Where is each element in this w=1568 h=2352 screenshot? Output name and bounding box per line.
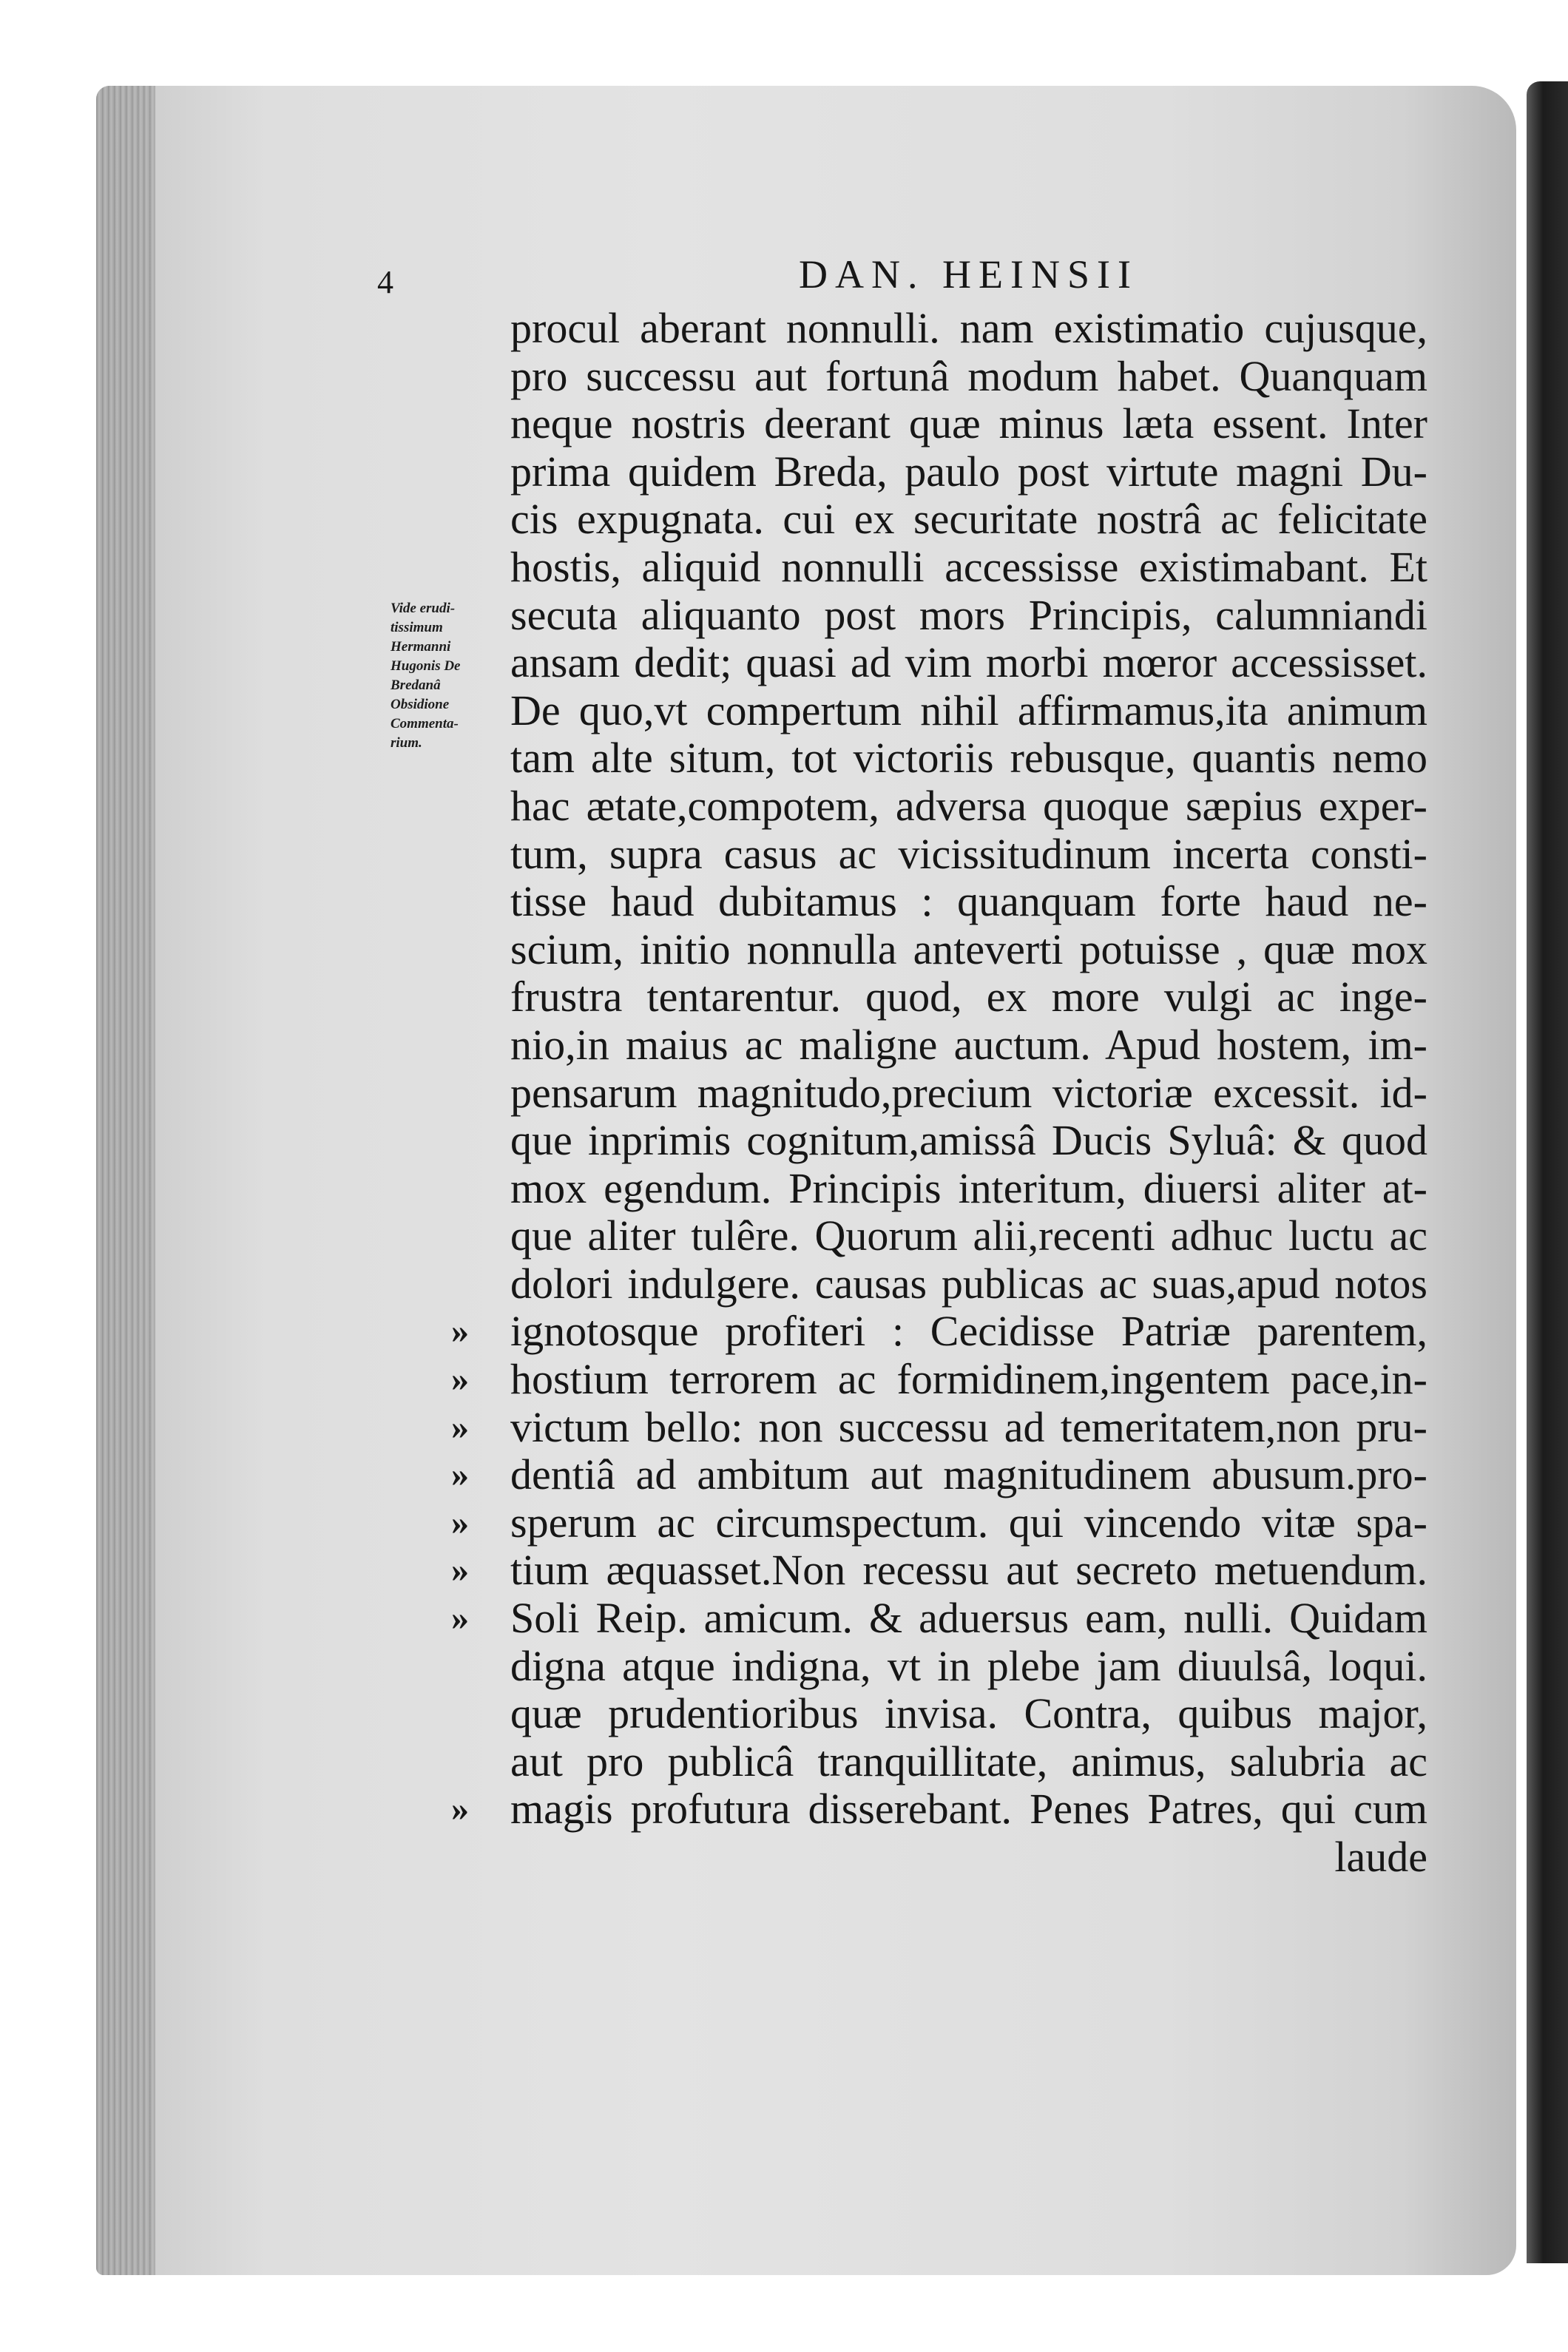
- text-line-content: pensarum magnitudo,precium victoriæ excessit. id-: [510, 1068, 1427, 1117]
- text-line: [510, 1690, 1427, 1738]
- text-line: [510, 973, 1427, 1021]
- text-line: [451, 1546, 1427, 1595]
- text-line: [451, 1594, 1427, 1643]
- text-line: [510, 400, 1427, 448]
- text-line-content: tium æquasset.Non recessu aut secreto metuendum.: [510, 1546, 1427, 1595]
- text-line: [510, 1021, 1427, 1069]
- text-line: [510, 734, 1427, 783]
- quotation-mark: »: [451, 1311, 469, 1351]
- text-line: [451, 1450, 1427, 1499]
- quotation-mark: »: [451, 1550, 469, 1590]
- text-line-content: De quo,vt compertum nihil affirmamus,ita animum: [510, 686, 1427, 734]
- text-line: [510, 305, 1427, 353]
- text-line: [510, 639, 1427, 687]
- text-line: [510, 544, 1427, 592]
- catchword: laude: [1334, 1833, 1427, 1881]
- text-line: [510, 1117, 1427, 1165]
- text-line-content: tum, supra casus ac vicissitudinum incerta consti-: [510, 829, 1427, 878]
- marginal-note-line: Obsidione: [391, 697, 450, 712]
- adjacent-page-edge: [1527, 81, 1568, 2263]
- text-line: [510, 1165, 1427, 1213]
- text-line-content: que aliter tulêre. Quorum alii,recenti adhuc luctu ac: [510, 1212, 1427, 1260]
- quotation-mark: »: [451, 1789, 469, 1829]
- text-line: [451, 1307, 1427, 1356]
- quotation-mark: »: [451, 1598, 469, 1638]
- text-line-content: nio,in maius ac maligne auctum. Apud hostem, im-: [510, 1020, 1427, 1069]
- text-line: [510, 831, 1427, 879]
- marginal-note-line: Commenta-: [391, 716, 459, 731]
- text-line: [510, 353, 1427, 401]
- text-line-content: tisse haud dubitamus : quanquam forte haud ne-: [510, 877, 1427, 926]
- text-line: [510, 1643, 1427, 1691]
- marginal-note-line: Bredanâ: [391, 677, 441, 693]
- text-line-content: frustra tentarentur. quod, ex more vulgi ac inge-: [510, 973, 1427, 1021]
- text-line-content: prima quidem Breda, paulo post virtute magni Du-: [510, 447, 1427, 496]
- text-line-content: sperum ac circumspectum. qui vincendo vitæ spa-: [510, 1498, 1427, 1547]
- quotation-mark: »: [451, 1502, 469, 1542]
- running-head-title: DAN. HEINSII: [799, 252, 1138, 297]
- page-number: 4: [377, 264, 393, 300]
- text-line-content: secuta aliquanto post mors Principis, calumniandi: [510, 590, 1427, 639]
- text-line-content: neque nostris deerant quæ minus læta essent. Inter: [510, 399, 1427, 448]
- text-line-content: dentiâ ad ambitum aut magnitudinem abusum.pro-: [510, 1450, 1427, 1499]
- text-line: [510, 783, 1427, 831]
- text-line-content: dolori indulgere. causas publicas ac suas,apud notos: [510, 1259, 1427, 1308]
- text-line: [451, 1785, 1427, 1834]
- text-line: [510, 1738, 1427, 1786]
- text-line-content: quæ prudentioribus invisa. Contra, quibus major,: [510, 1689, 1427, 1738]
- quotation-mark: »: [451, 1359, 469, 1399]
- marginal-note-line: Hugonis De: [391, 658, 461, 674]
- quotation-mark: »: [451, 1455, 469, 1495]
- text-line-content: victum bello: non successu ad temeritatem,non pru-: [510, 1402, 1427, 1451]
- text-line-content: ansam dedit; quasi ad vim morbi mœror accessisset.: [510, 638, 1427, 687]
- text-line: [510, 1069, 1427, 1118]
- running-head: [377, 251, 1427, 311]
- marginal-note-line: tissimum: [391, 620, 443, 635]
- text-line-content: pro successu aut fortunâ modum habet. Quanquam: [510, 351, 1427, 400]
- text-line-content: digna atque indigna, vt in plebe jam diuulsâ, loqui.: [510, 1641, 1427, 1690]
- body-text: [451, 304, 1427, 1882]
- text-line-content: procul aberant nonnulli. nam existimatio cujusque,: [510, 304, 1427, 352]
- text-line: [510, 592, 1427, 640]
- text-line-content: hostium terrorem ac formidinem,ingentem pace,in-: [510, 1355, 1427, 1404]
- marginal-note: [391, 599, 501, 753]
- text-line-content: Soli Reip. amicum. & aduersus eam, nulli. Quidam: [510, 1594, 1427, 1643]
- marginal-note-line: Vide erudi-: [391, 601, 456, 616]
- marginal-note-line: rium.: [391, 735, 422, 751]
- text-line-content: hostis, aliquid nonnulli accessisse existimabant. Et: [510, 542, 1427, 591]
- text-line-content: hac ætate,compotem, adversa quoque sæpius exper-: [510, 781, 1427, 830]
- text-line-content: aut pro publicâ tranquillitate, animus, salubria ac: [510, 1737, 1427, 1785]
- text-line: [451, 1498, 1427, 1547]
- text-line: [510, 878, 1427, 926]
- page-gutter: [96, 86, 155, 2275]
- text-line: [510, 448, 1427, 496]
- text-line: [510, 926, 1427, 974]
- text-line: [510, 1212, 1427, 1260]
- text-line-content: tam alte situm, tot victoriis rebusque, quantis nemo: [510, 734, 1427, 783]
- text-line-content: que inprimis cognitum,amissâ Ducis Syluâ: & quod: [510, 1116, 1427, 1165]
- text-line-content: scium, initio nonnulla anteverti potuisse , quæ mox: [510, 925, 1427, 973]
- text-line: [510, 1260, 1427, 1308]
- text-line: [451, 1355, 1427, 1404]
- text-line-content: magis profutura disserebant. Penes Patres, qui cum: [510, 1785, 1427, 1834]
- text-line-content: cis expugnata. cui ex securitate nostrâ ac felicitate: [510, 495, 1427, 544]
- text-line: [451, 1402, 1427, 1452]
- marginal-note-line: Hermanni: [391, 639, 451, 655]
- text-line: [510, 687, 1427, 735]
- text-line: [510, 496, 1427, 544]
- quotation-mark: »: [451, 1407, 469, 1447]
- text-line-content: ignotosque profiteri : Cecidisse Patriæ parentem,: [510, 1307, 1427, 1356]
- text-line-content: mox egendum. Principis interitum, diuersi aliter at-: [510, 1163, 1427, 1212]
